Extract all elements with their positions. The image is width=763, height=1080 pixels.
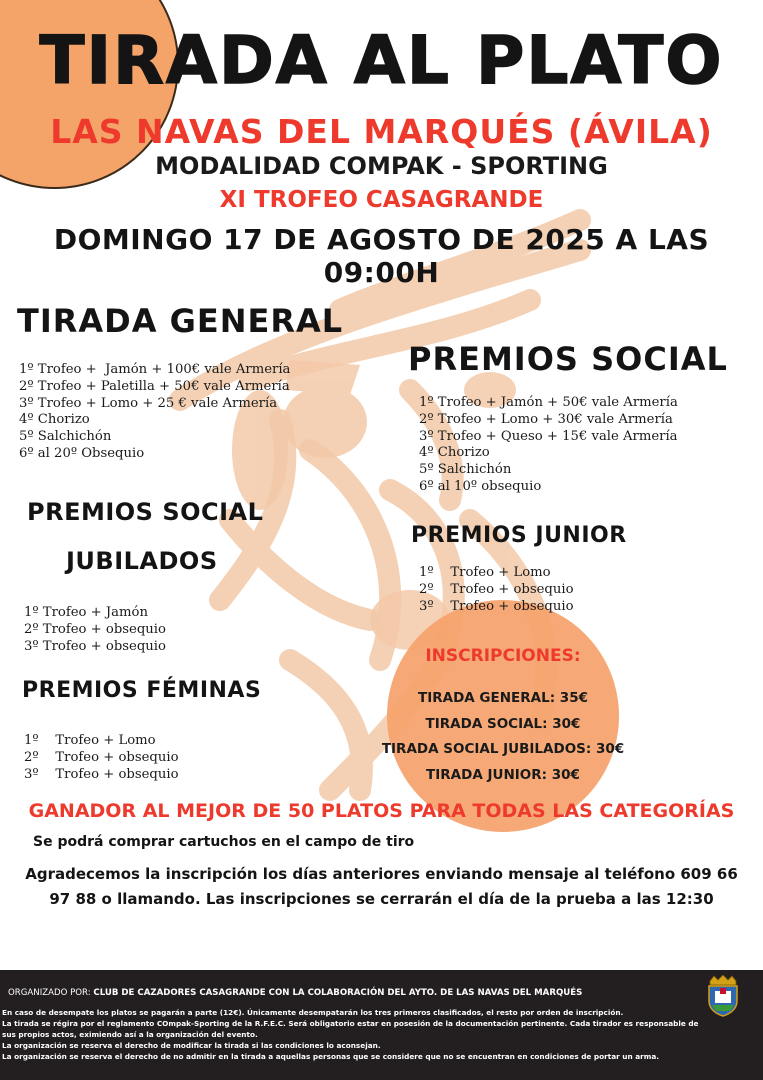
inscription-contact-note: Agradecemos la inscripción los días anteriores enviando mensaje al teléfono 609 66 97 88 o llamando. Las inscripciones se cerrarán el día de la prueba a las 12:30	[25, 865, 738, 908]
premios-junior-heading: PREMIOS JUNIOR	[411, 523, 627, 548]
list-item: 2º Trofeo + obsequio	[419, 581, 574, 597]
inscripcion-line: TIRADA SOCIAL JUBILADOS: 30€	[381, 741, 625, 757]
list-item: 4º Chorizo	[19, 412, 90, 428]
inscripcion-line: TIRADA GENERAL: 35€	[418, 690, 588, 706]
list-item: 1º Trofeo + Lomo	[24, 733, 156, 748]
premios-jubilados-list	[24, 605, 166, 655]
list-item: 5º Salchichón	[19, 429, 112, 445]
list-item: 6º al 10º obsequio	[419, 478, 542, 494]
list-item: 3º Trofeo + Queso + 15€ vale Armería	[419, 428, 678, 444]
list-item: 3º Trofeo + Lomo + 25 € vale Armería	[19, 395, 278, 411]
list-item: 2º Trofeo + Paletilla + 50€ vale Armería	[19, 378, 290, 394]
premios-junior-list	[419, 565, 574, 615]
organizer-label: ORGANIZADO POR:	[8, 988, 91, 998]
cartuchos-note: Se podrá comprar cartuchos en el campo de tiro	[33, 834, 415, 850]
list-item: 1º Trofeo + Jamón + 100€ vale Armería	[19, 362, 291, 377]
footer-notes	[2, 1007, 702, 1062]
tirada-general-list	[19, 362, 290, 463]
list-item: 3º Trofeo + obsequio	[24, 766, 179, 782]
ganador-banner: GANADOR AL MEJOR DE 50 PLATOS PARA TODAS LAS CATEGORÍAS	[28, 800, 735, 822]
list-item: 2º Trofeo + Lomo + 30€ vale Armería	[419, 411, 673, 427]
organizer-line	[8, 988, 582, 998]
page-title: TIRADA AL PLATO	[39, 22, 724, 99]
organizer-value: CLUB DE CAZADORES CASAGRANDE CON LA COLABORACIÓN DEL AYTO. DE LAS NAVAS DEL MARQUÉS	[93, 988, 583, 998]
event-date: DOMINGO 17 DE AGOSTO DE 2025 A LAS 09:00H	[53, 223, 710, 289]
inscripcion-line: TIRADA SOCIAL: 30€	[425, 716, 581, 732]
jubilados-heading: JUBILADOS	[66, 547, 218, 575]
tirada-general-heading: TIRADA GENERAL	[17, 302, 344, 340]
premios-feminas-heading: PREMIOS FÉMINAS	[22, 678, 262, 703]
premios-social-heading: PREMIOS SOCIAL	[408, 340, 728, 378]
list-item: 6º al 20º Obsequio	[19, 445, 145, 461]
list-item: 2º Trofeo + obsequio	[24, 621, 166, 637]
trofeo-line: XI TROFEO CASAGRANDE	[219, 187, 544, 213]
footer-note: La tirada se régira por el reglamento COmpak-Sporting de la R.F.E.C. Será obligatorio estar en posesión de la documentación pertinente. Cada tirador es responsable de sus propios actos, eximiendo así a la organización del evento.	[2, 1019, 699, 1039]
footer-note: En caso de desempate los platos se pagarán a parte (12€). Únicamente desempatarán los tres primeros clasificados, el resto por orden de inscripción.	[2, 1008, 624, 1017]
list-item: 4º Chorizo	[419, 445, 490, 461]
footer-note: La organización se reserva el derecho de no admitir en la tirada a aquellas personas que se considere que no se encuentran en condiciones de portar un arma.	[2, 1052, 660, 1061]
inscripciones-heading: INSCRIPCIONES:	[425, 646, 581, 666]
location-subtitle: LAS NAVAS DEL MARQUÉS (ÁVILA)	[50, 112, 713, 151]
premios-social-list	[419, 395, 678, 496]
list-item: 5º Salchichón	[419, 462, 512, 478]
list-item: 1º Trofeo + Jamón + 50€ vale Armería	[419, 395, 678, 410]
list-item: 2º Trofeo + obsequio	[24, 749, 179, 765]
municipal-coat-of-arms-icon	[706, 975, 740, 1017]
premios-social-jubilados-heading: PREMIOS SOCIAL	[27, 498, 264, 526]
modalidad-line: MODALIDAD COMPAK - SPORTING	[155, 152, 608, 180]
inscripcion-line: TIRADA JUNIOR: 30€	[426, 767, 580, 783]
list-item: 1º Trofeo + Lomo	[419, 565, 551, 580]
list-item: 3º Trofeo + obsequio	[419, 598, 574, 614]
premios-feminas-list	[24, 733, 179, 783]
list-item: 3º Trofeo + obsequio	[24, 638, 166, 654]
footer-note: La organización se reserva el derecho de modificar la tirada si las condiciones lo aconsejan.	[2, 1041, 381, 1050]
list-item: 1º Trofeo + Jamón	[24, 605, 148, 620]
